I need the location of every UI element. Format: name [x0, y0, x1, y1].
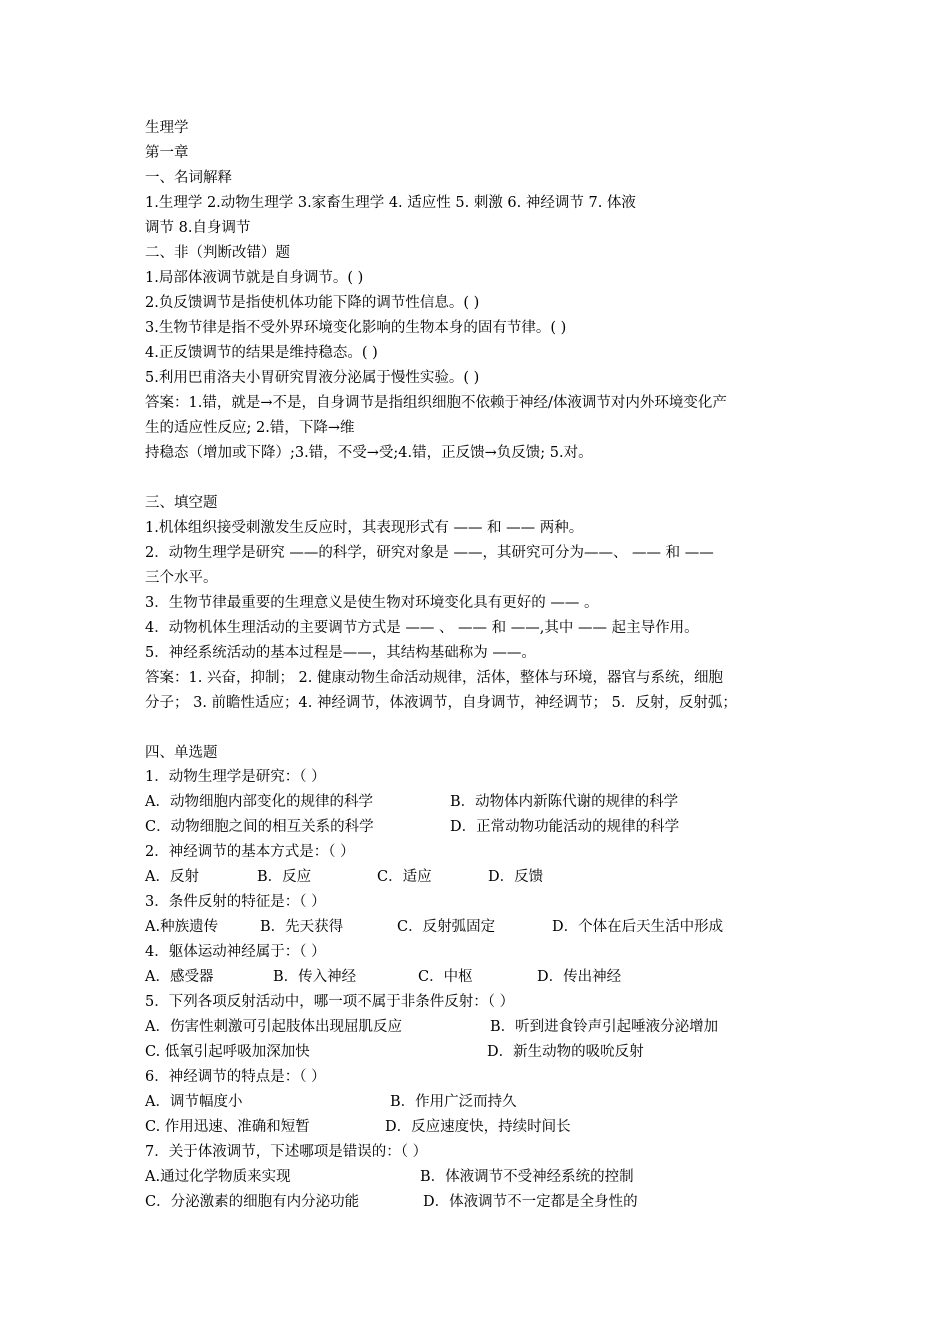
- answer-line: 答案：1.错，就是→不是，自身调节是指组织细胞不依赖于神经/体液调节对内外环境变化产: [145, 395, 727, 411]
- section-heading: 二、非（判断改错）题: [145, 245, 290, 261]
- option-row: [145, 817, 810, 837]
- question-line: 5.利用巴甫洛夫小胃研究胃液分泌属于慢性实验。( ): [145, 370, 480, 386]
- option-row: [145, 967, 810, 987]
- question-line: 4．躯体运动神经属于：（ ）: [145, 944, 326, 960]
- term-list-line: 1.生理学 2.动物生理学 3.家畜生理学 4. 适应性 5. 刺激 6. 神经调节 7. 体液: [145, 195, 636, 211]
- option-c: C. 低氧引起呼吸加深加快: [145, 1044, 310, 1060]
- question-line: 2.负反馈调节是指使机体功能下降的调节性信息。( ): [145, 295, 480, 311]
- option-b: B．体液调节不受神经系统的控制: [420, 1169, 634, 1185]
- option-b: B．传入神经: [273, 969, 357, 985]
- option-a: A.通过化学物质来实现: [145, 1169, 291, 1185]
- option-c: C．分泌激素的细胞有内分泌功能: [145, 1194, 360, 1210]
- question-line: 3．生物节律最重要的生理意义是使生物对环境变化具有更好的 —— 。: [145, 595, 599, 611]
- question-line: 三个水平。: [145, 570, 218, 586]
- option-c: C．适应: [377, 869, 432, 885]
- option-row: [145, 1117, 810, 1137]
- question-line: 2．动物生理学是研究 ——的科学，研究对象是 ——，其研究可分为——、 —— 和 ——: [145, 545, 714, 561]
- chapter-title: 第一章: [145, 145, 189, 161]
- option-c: C．中枢: [418, 969, 473, 985]
- option-d: D．个体在后天生活中形成: [552, 919, 724, 935]
- question-line: 1．动物生理学是研究：（ ）: [145, 769, 326, 785]
- option-c: C．反射弧固定: [397, 919, 496, 935]
- option-a: A.种族遗传: [145, 919, 219, 935]
- option-c: C. 作用迅速、准确和短暂: [145, 1119, 310, 1135]
- answer-line: 持稳态（增加或下降）;3.错，不受→受;4.错，正反馈→负反馈; 5.对。: [145, 445, 593, 461]
- option-b: B．动物体内新陈代谢的规律的科学: [450, 794, 679, 810]
- question-line: 7．关于体液调节，下述哪项是错误的：（ ）: [145, 1144, 428, 1160]
- option-b: B．作用广泛而持久: [390, 1094, 517, 1110]
- option-d: D．正常动物功能活动的规律的科学: [450, 819, 680, 835]
- answer-line: 答案：1. 兴奋，抑制； 2. 健康动物生命活动规律，活体，整体与环境，器官与系统，细胞: [145, 670, 723, 686]
- doc-title: 生理学: [145, 120, 189, 136]
- option-row: [145, 1042, 810, 1062]
- option-c: C．动物细胞之间的相互关系的科学: [145, 819, 374, 835]
- option-a: A．伤害性刺激可引起肢体出现屈肌反应: [145, 1019, 402, 1035]
- question-line: 3．条件反射的特征是：（ ）: [145, 894, 326, 910]
- option-b: B．先天获得: [260, 919, 344, 935]
- option-row: [145, 1017, 810, 1037]
- option-row: [145, 1192, 810, 1212]
- option-b: B．听到进食铃声引起唾液分泌增加: [490, 1019, 719, 1035]
- question-line: 4.正反馈调节的结果是维持稳态。( ): [145, 345, 378, 361]
- option-d: D．体液调节不一定都是全身性的: [423, 1194, 638, 1210]
- question-line: 1.局部体液调节就是自身调节。( ): [145, 270, 364, 286]
- section-heading: 一、名词解释: [145, 170, 232, 186]
- option-a: A．调节幅度小: [145, 1094, 243, 1110]
- question-line: 4．动物机体生理活动的主要调节方式是 —— 、 —— 和 ——,其中 —— 起主导作用。: [145, 620, 699, 636]
- option-row: [145, 1092, 810, 1112]
- option-a: A．感受器: [145, 969, 214, 985]
- section-heading: 四、单选题: [145, 745, 218, 761]
- option-d: D．传出神经: [537, 969, 622, 985]
- question-line: 6．神经调节的特点是：（ ）: [145, 1069, 326, 1085]
- question-line: 1.机体组织接受刺激发生反应时，其表现形式有 —— 和 —— 两种。: [145, 520, 584, 536]
- question-line: 5．神经系统活动的基本过程是——，其结构基础称为 ——。: [145, 645, 536, 661]
- option-row: [145, 1167, 810, 1187]
- option-row: [145, 867, 810, 887]
- option-a: A．反射: [145, 869, 199, 885]
- option-a: A．动物细胞内部变化的规律的科学: [145, 794, 373, 810]
- option-d: D．反应速度快，持续时间长: [385, 1119, 571, 1135]
- question-line: 5．下列各项反射活动中，哪一项不属于非条件反射：（ ）: [145, 994, 515, 1010]
- option-row: [145, 917, 810, 937]
- option-row: [145, 792, 810, 812]
- section-heading: 三、填空题: [145, 495, 218, 511]
- option-d: D．反馈: [488, 869, 544, 885]
- answer-line: 生的适应性反应; 2.错，下降→维: [145, 420, 355, 436]
- option-d: D．新生动物的吸吮反射: [487, 1044, 644, 1060]
- term-list-line: 调节 8.自身调节: [145, 220, 251, 236]
- option-b: B．反应: [257, 869, 312, 885]
- answer-line: 分子； 3. 前瞻性适应；4. 神经调节，体液调节，自身调节，神经调节； 5．反射，反射弧；: [145, 695, 737, 711]
- question-line: 2．神经调节的基本方式是：（ ）: [145, 844, 355, 860]
- question-line: 3.生物节律是指不受外界环境变化影响的生物本身的固有节律。( ): [145, 320, 567, 336]
